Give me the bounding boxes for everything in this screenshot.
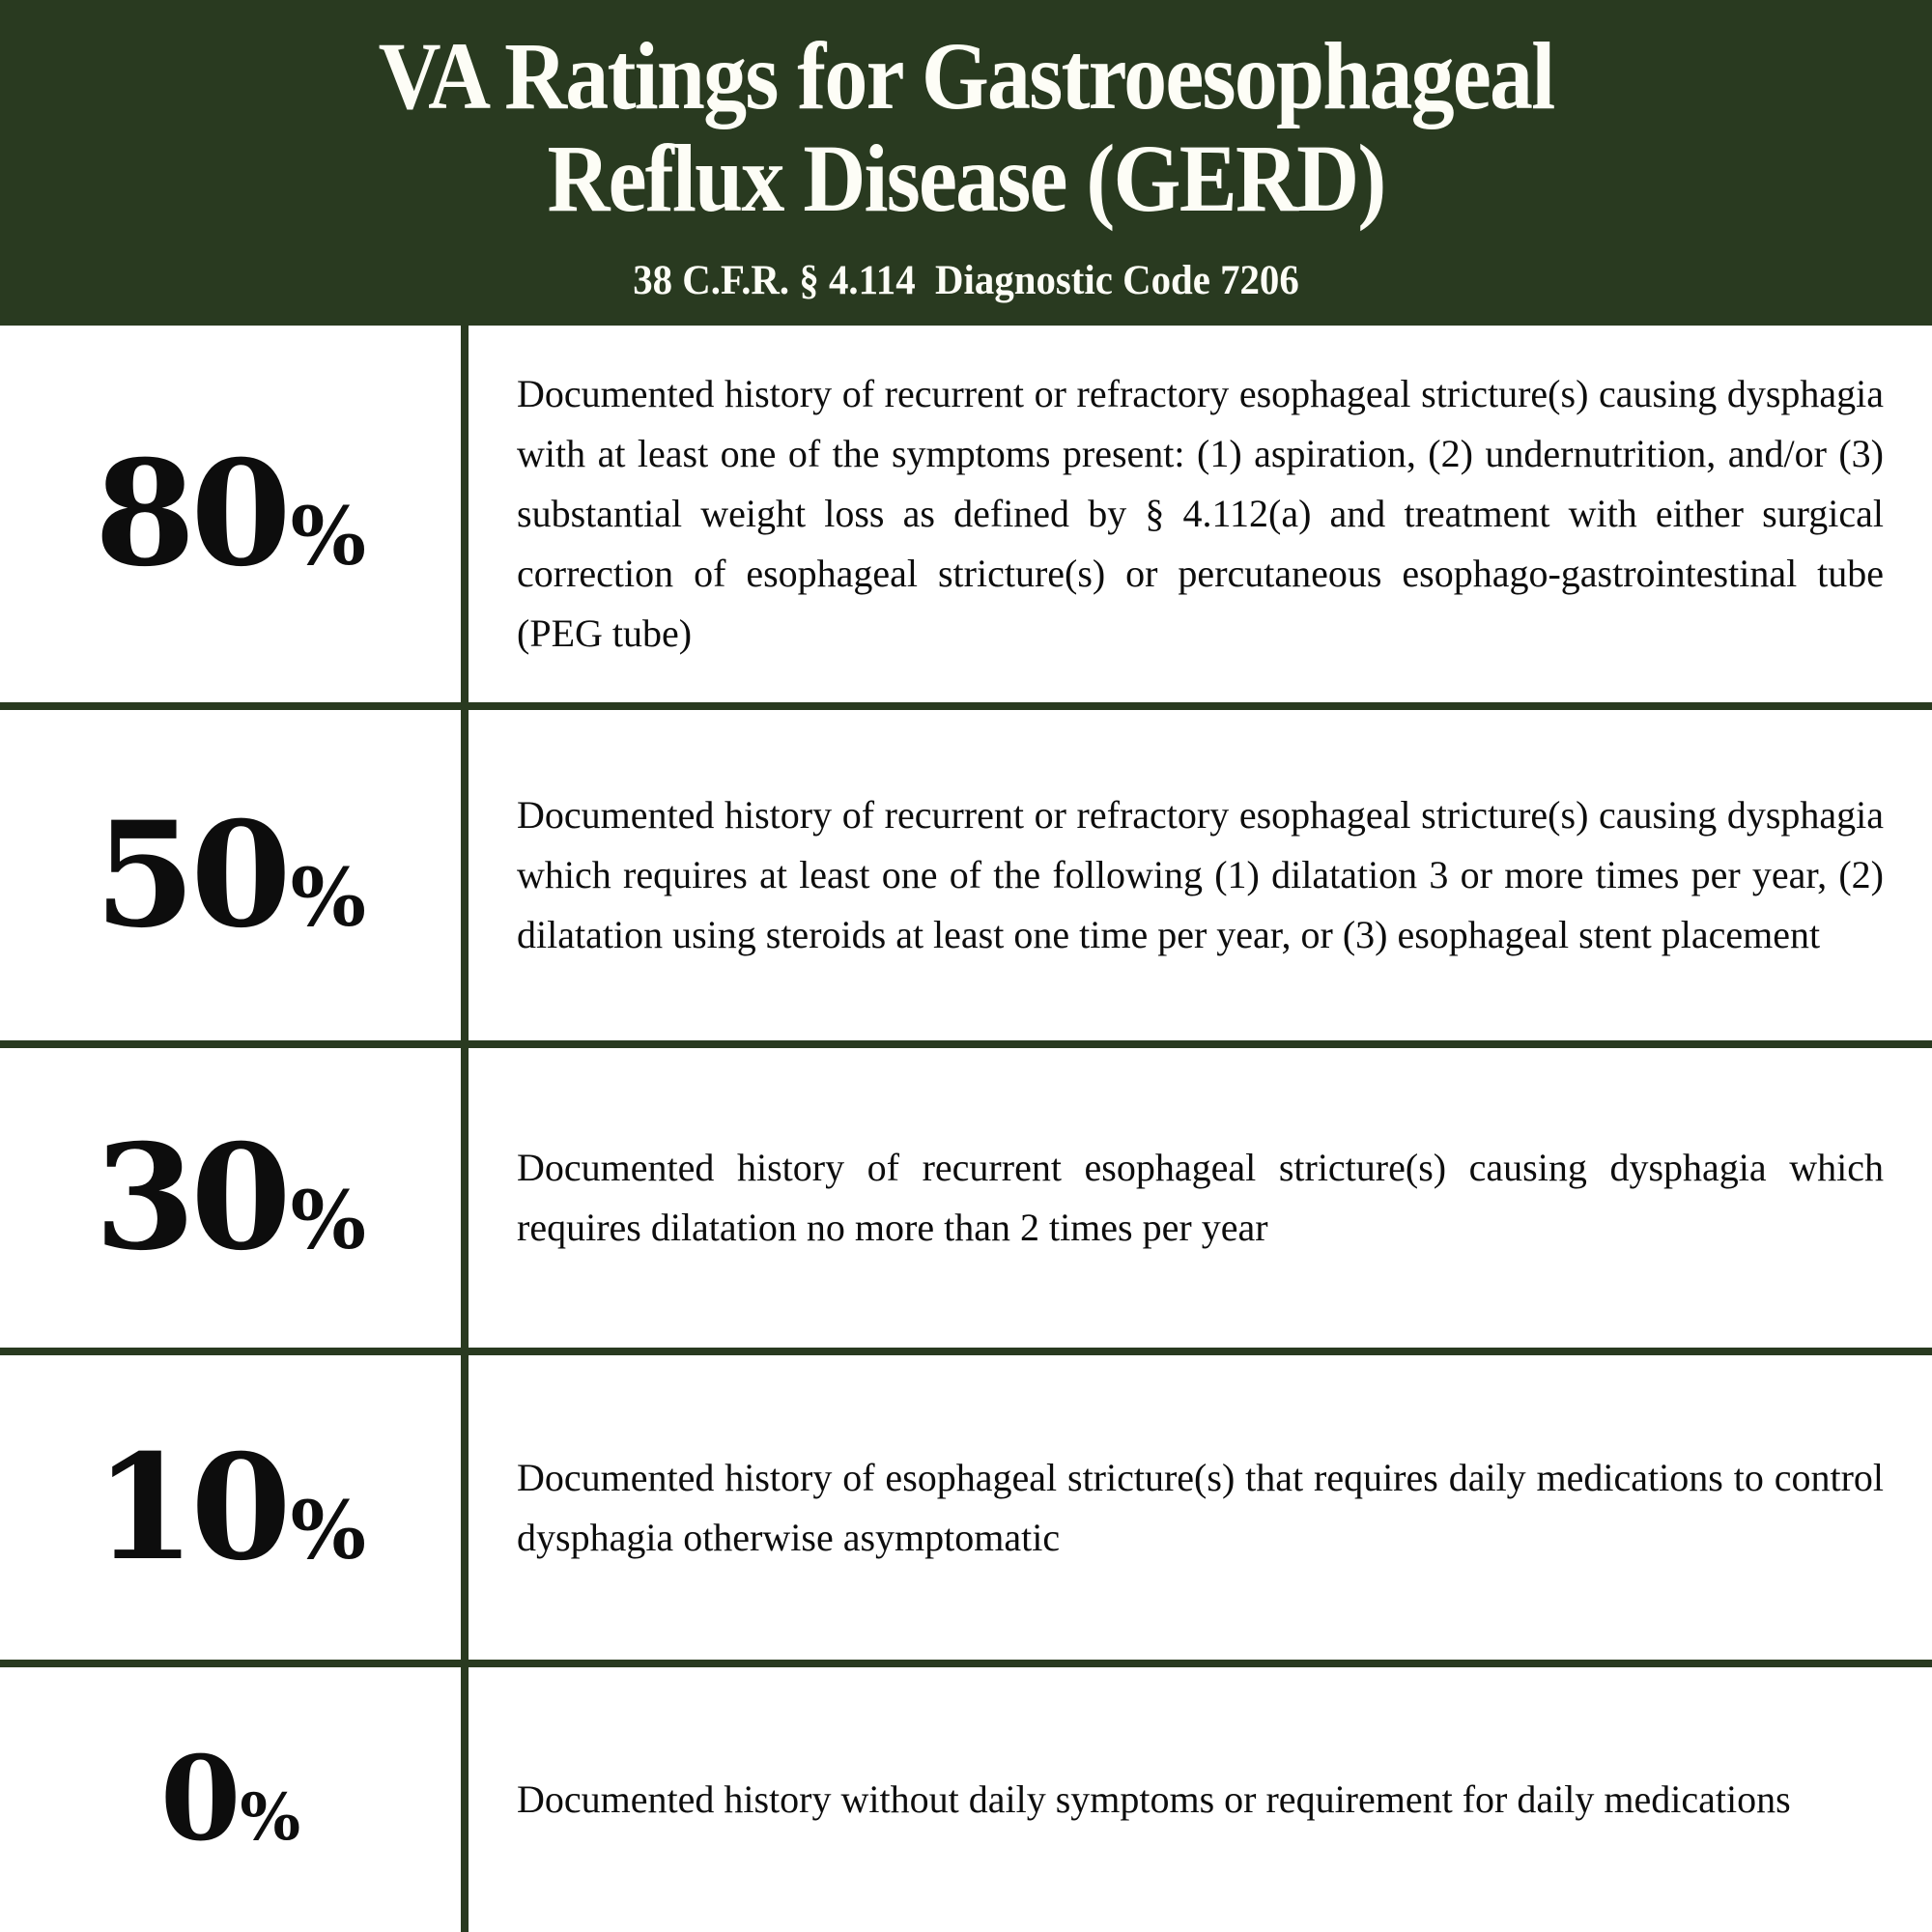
rating-description: Documented history of recurrent esophageal stricture(s) causing dysphagia which requires dilatation no more than 2 times per year: [517, 1146, 1884, 1249]
table-row: [0, 326, 1932, 702]
description-cell: [469, 326, 1932, 702]
description-cell: [469, 710, 1932, 1040]
rating-number: 0: [159, 1731, 237, 1867]
rating-cell: [0, 326, 469, 702]
rating-number: 30: [94, 1113, 287, 1283]
rating-cell: [0, 1355, 469, 1660]
table-row: [0, 1348, 1932, 1660]
rating-value: [94, 1422, 367, 1593]
description-cell: [469, 1048, 1932, 1348]
table-row: [0, 702, 1932, 1040]
rating-number: 10: [94, 1422, 287, 1593]
percent-sign: %: [240, 1779, 301, 1855]
page-title-line-1: VA Ratings for Gastroesophageal: [378, 22, 1554, 129]
header-banner: [0, 0, 1932, 326]
table-row: [0, 1660, 1932, 1932]
rating-number: 50: [94, 790, 287, 960]
rating-description: Documented history of esophageal stricture(s) that requires daily medications to control dysphagia otherwise asymptomatic: [517, 1455, 1884, 1559]
rating-cell: [0, 710, 469, 1040]
rating-cell: [0, 1048, 469, 1348]
page-title-line-2: Reflux Disease (GERD): [547, 125, 1385, 232]
regulation-subtitle: 38 C.F.R. § 4.114 Diagnostic Code 7206: [633, 258, 1299, 303]
rating-description: Documented history without daily symptoms or requirement for daily medications: [517, 1777, 1791, 1821]
percent-sign: %: [290, 1175, 367, 1267]
rating-value: [94, 790, 367, 960]
percent-sign: %: [290, 1484, 367, 1577]
rating-value: [94, 1113, 367, 1283]
percent-sign: %: [290, 491, 367, 583]
ratings-table: [0, 326, 1932, 1932]
table-row: [0, 1040, 1932, 1348]
rating-number: 80: [94, 429, 287, 599]
rating-description: Documented history of recurrent or refractory esophageal stricture(s) causing dysphagia with at least one of the symptoms present: (1) aspiration, (2) undernutrition, and/or (3) substantial weight loss as defined by § 4.112(a) and treatment with either surgical correction of esophageal stricture(s) or percutaneous esophago-gastrointestinal tube (PEG tube): [517, 372, 1884, 655]
rating-cell: [0, 1667, 469, 1932]
description-cell: [469, 1355, 1932, 1660]
percent-sign: %: [290, 852, 367, 945]
rating-value: [159, 1731, 301, 1867]
rating-description: Documented history of recurrent or refractory esophageal stricture(s) causing dysphagia which requires at least one of the following (1) dilatation 3 or more times per year, (2) dilatation using steroids at least one time per year, or (3) esophageal stent placement: [517, 793, 1884, 956]
description-cell: [469, 1667, 1932, 1932]
rating-value: [94, 429, 367, 599]
